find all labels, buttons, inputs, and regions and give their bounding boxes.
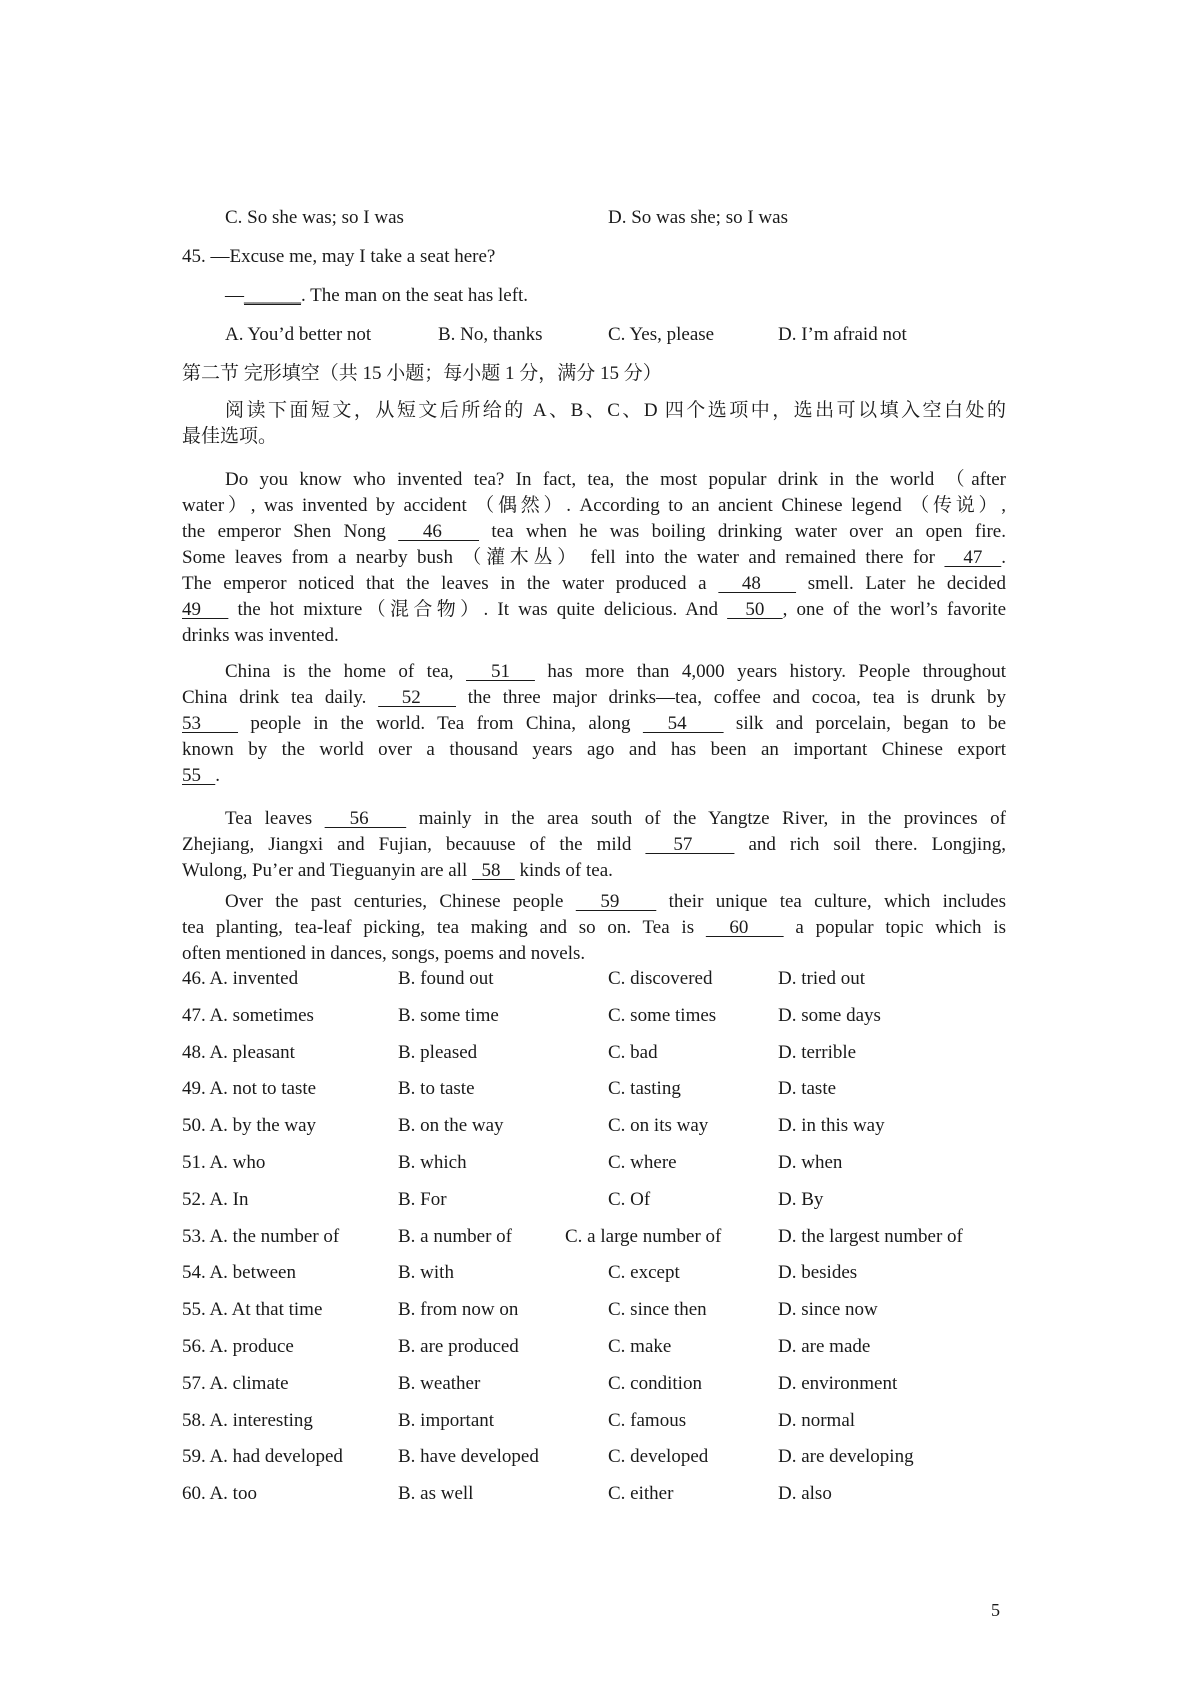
answer-blank: 49 <box>182 599 229 620</box>
option-a: 56. A. produce <box>182 1336 294 1357</box>
option-b: B. which <box>398 1152 467 1173</box>
q44-option-d: D. So was she; so I was <box>608 207 788 228</box>
option-c: C. except <box>608 1262 680 1284</box>
option-d: D. terrible <box>778 1041 857 1063</box>
option-b: B. on the way <box>398 1115 504 1137</box>
option-b: B. are produced <box>398 1336 519 1357</box>
passage-text: kinds of tea. <box>514 860 613 881</box>
q45-option-c: C. Yes, please <box>608 324 715 345</box>
passage-line <box>182 889 1006 915</box>
option-b: B. have developed <box>398 1446 539 1468</box>
option-c: C. make <box>608 1336 672 1357</box>
option-a: 52. A. In <box>182 1188 249 1210</box>
passage-line <box>182 858 1006 884</box>
q45-reply-rest: . The man on the seat has left. <box>301 285 529 306</box>
passage-line <box>182 832 1006 858</box>
question-row <box>0 1076 1200 1112</box>
passage-text: smell. Later he decided <box>796 573 1006 594</box>
option-d: D. besides <box>778 1262 858 1284</box>
answer-blank: 53 <box>182 713 239 734</box>
question-row <box>0 1260 1200 1296</box>
option-c: C. developed <box>608 1446 709 1468</box>
answer-blank: 46 <box>398 521 480 542</box>
passage-text: has more than 4,000 years history. People throughout <box>534 661 1006 682</box>
question-row <box>0 1150 1200 1186</box>
answer-blank: 52 <box>378 687 456 708</box>
option-a: 49. A. not to taste <box>182 1078 317 1100</box>
option-c: C. some times <box>608 1004 717 1026</box>
option-a: 58. A. interesting <box>182 1409 313 1431</box>
passage-text: the hot mixture（混合物）. It was quite delicious. And <box>228 599 728 620</box>
option-d: D. since now <box>778 1299 878 1321</box>
option-a: 51. A. who <box>182 1152 266 1173</box>
answer-blank: 59 <box>575 891 657 912</box>
q45-reply-blank: ______ <box>244 285 301 306</box>
option-b: B. from now on <box>398 1299 519 1321</box>
passage-line <box>182 467 1006 493</box>
passage-text: , one of the worl’s favorite <box>782 599 1006 620</box>
passage-text: silk and porcelain, began to be <box>723 713 1007 734</box>
answer-blank: 50 <box>727 599 783 620</box>
question-row <box>0 1003 1200 1039</box>
option-b: B. For <box>398 1188 447 1210</box>
option-c: C. since then <box>608 1299 707 1321</box>
passage-text: drinks was invented. <box>182 625 339 646</box>
option-c: C. a large number of <box>565 1225 722 1247</box>
instruction-line-2: 最佳选项。 <box>182 426 278 447</box>
option-b: B. some time <box>398 1004 499 1026</box>
passage-text: a popular topic which is <box>783 917 1006 938</box>
q45-reply <box>225 283 528 309</box>
answer-blank: 47 <box>944 547 1002 568</box>
passage-line <box>182 763 1006 789</box>
passage-text: . <box>215 765 220 786</box>
option-d: D. are made <box>778 1336 871 1357</box>
option-b: B. as well <box>398 1483 474 1505</box>
answer-blank: 55 <box>182 765 216 786</box>
passage-text: water）, was invented by accident （偶然）. According to an ancient Chinese legend （传说）, <box>182 495 1006 516</box>
option-d: D. when <box>778 1152 843 1173</box>
option-c: C. famous <box>608 1409 687 1431</box>
option-a: 47. A. sometimes <box>182 1004 314 1026</box>
passage-text: the emperor Shen Nong <box>182 521 399 542</box>
option-c: C. tasting <box>608 1078 681 1100</box>
passage-line <box>182 659 1006 685</box>
passage-paragraph-4 <box>182 889 1006 967</box>
passage-line <box>182 711 1006 737</box>
passage-paragraph-2 <box>182 659 1006 789</box>
passage-text: tea planting, tea-leaf picking, tea making and so on. Tea is <box>182 917 706 938</box>
passage-text: Some leaves from a nearby bush （灌木丛） fell into the water and remained there for <box>182 547 945 568</box>
option-d: D. tried out <box>778 968 866 989</box>
q45-reply-dash: — <box>225 285 244 306</box>
q45-option-d: D. I’m afraid not <box>778 324 907 345</box>
option-b: B. important <box>398 1409 495 1431</box>
option-b: B. pleased <box>398 1041 478 1063</box>
question-row <box>0 1334 1200 1370</box>
passage-text: China drink tea daily. <box>182 687 379 708</box>
q44-option-c: C. So she was; so I was <box>225 207 404 228</box>
option-b: B. a number of <box>398 1225 512 1247</box>
answer-blank: 48 <box>718 573 797 594</box>
option-c: C. discovered <box>608 968 713 989</box>
option-b: B. found out <box>398 968 494 989</box>
option-d: D. environment <box>778 1372 898 1394</box>
passage-line <box>182 571 1006 597</box>
passage-paragraph-3 <box>182 806 1006 884</box>
q45-option-b: B. No, thanks <box>438 324 543 345</box>
option-d: D. taste <box>778 1078 837 1100</box>
question-row <box>0 1224 1200 1260</box>
section-instruction <box>182 398 1006 450</box>
option-d: D. are developing <box>778 1446 914 1468</box>
passage-text: Do you know who invented tea? In fact, tea, the most popular drink in the world （after <box>225 469 1006 490</box>
passage-text: Wulong, Pu’er and Tieguanyin are all <box>182 860 472 881</box>
answer-blank: 51 <box>466 661 535 682</box>
option-c: C. condition <box>608 1372 702 1394</box>
option-d: D. some days <box>778 1004 881 1026</box>
option-a: 46. A. invented <box>182 968 299 989</box>
answer-blank: 60 <box>705 917 784 938</box>
question-row <box>0 1408 1200 1444</box>
answer-blank: 57 <box>645 834 735 855</box>
passage-line <box>182 915 1006 941</box>
option-a: 50. A. by the way <box>182 1115 317 1137</box>
passage-line <box>182 685 1006 711</box>
passage-text: tea when he was boiling drinking water over an open fire. <box>479 521 1006 542</box>
option-a: 57. A. climate <box>182 1372 289 1394</box>
passage-line <box>182 545 1006 571</box>
passage-line <box>182 806 1006 832</box>
question-row <box>0 1444 1200 1480</box>
option-c: C. either <box>608 1483 674 1505</box>
passage-line <box>182 519 1006 545</box>
option-d: D. the largest number of <box>778 1225 963 1247</box>
passage-text: the three major drinks—tea, coffee and cocoa, tea is drunk by <box>456 687 1006 708</box>
passage-text: mainly in the area south of the Yangtze River, in the provinces of <box>406 808 1006 829</box>
passage-text: China is the home of tea, <box>225 661 467 682</box>
passage-text: often mentioned in dances, songs, poems and novels. <box>182 943 586 964</box>
question-row <box>0 1297 1200 1333</box>
option-c: C. bad <box>608 1041 658 1063</box>
passage-line <box>182 941 1006 967</box>
answer-blank: 58 <box>472 860 515 881</box>
question-row <box>0 1040 1200 1076</box>
option-a: 60. A. too <box>182 1483 257 1505</box>
option-a: 59. A. had developed <box>182 1446 343 1468</box>
question-row <box>0 966 1200 1002</box>
question-row <box>0 1371 1200 1407</box>
q45-option-a: A. You’d better not <box>225 324 372 345</box>
passage-line <box>182 623 1006 649</box>
option-d: D. in this way <box>778 1115 885 1137</box>
option-a: 53. A. the number of <box>182 1225 340 1247</box>
passage-text: their unique tea culture, which includes <box>656 891 1007 912</box>
question-row <box>0 1113 1200 1149</box>
question-row <box>0 1187 1200 1223</box>
question-row <box>0 1481 1200 1517</box>
option-a: 48. A. pleasant <box>182 1041 295 1063</box>
passage-paragraph-1 <box>182 467 1006 649</box>
passage-line <box>182 737 1006 763</box>
option-d: D. By <box>778 1188 824 1210</box>
option-a: 55. A. At that time <box>182 1299 323 1321</box>
passage-line <box>182 597 1006 623</box>
option-d: D. also <box>778 1483 832 1505</box>
option-c: C. Of <box>608 1188 651 1210</box>
passage-text: people in the world. Tea from China, along <box>238 713 643 734</box>
passage-text: known by the world over a thousand years ago and has been an important Chinese export <box>182 739 1006 760</box>
instruction-line-1: 阅读下面短文，从短文后所给的 A、B、C、D 四个选项中，选出可以填入空白处的 <box>225 400 1006 421</box>
passage-text: The emperor noticed that the leaves in the water produced a <box>182 573 719 594</box>
passage-line <box>182 493 1006 519</box>
option-d: D. normal <box>778 1409 856 1431</box>
passage-text: Zhejiang, Jiangxi and Fujian, becauuse of the mild <box>182 834 646 855</box>
passage-text: and rich soil there. Longjing, <box>734 834 1007 855</box>
option-c: C. where <box>608 1152 677 1173</box>
option-b: B. weather <box>398 1372 481 1394</box>
option-b: B. with <box>398 1262 454 1284</box>
passage-text: Over the past centuries, Chinese people <box>225 891 576 912</box>
answer-blank: 54 <box>642 713 724 734</box>
passage-text: Tea leaves <box>225 808 325 829</box>
option-b: B. to taste <box>398 1078 475 1100</box>
section-heading: 第二节 完形填空（共 15 小题；每小题 1 分，满分 15 分） <box>182 363 662 384</box>
option-a: 54. A. between <box>182 1262 296 1284</box>
option-c: C. on its way <box>608 1115 709 1137</box>
answer-blank: 56 <box>324 808 407 829</box>
passage-text: . <box>1001 547 1006 568</box>
q45-stem: 45. —Excuse me, may I take a seat here? <box>182 246 496 267</box>
page-number: 5 <box>991 1600 1000 1620</box>
